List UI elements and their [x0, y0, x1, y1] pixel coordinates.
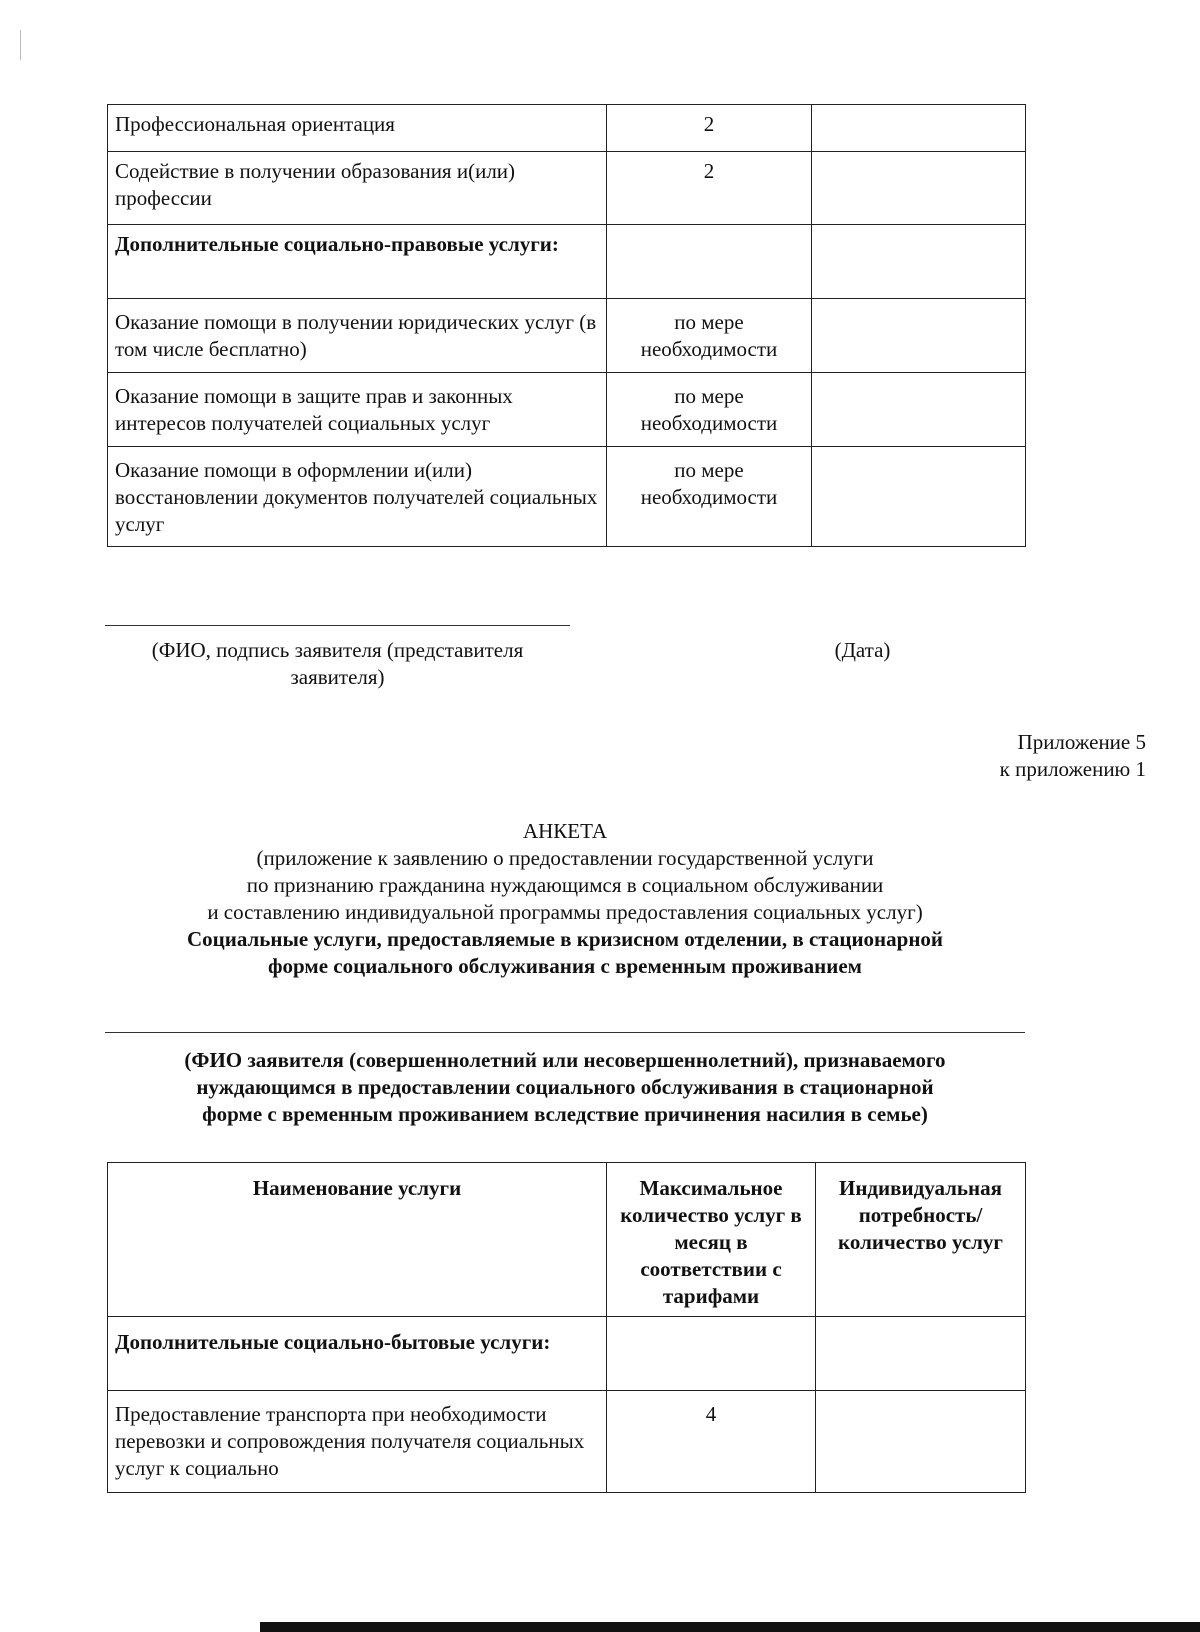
service-need [812, 299, 1026, 373]
applicant-line [105, 1032, 1025, 1033]
service-name: Предоставление транспорта при необходимости перевозки и сопровождения получателя социальных услуг к социально [108, 1391, 607, 1493]
service-section-title: Дополнительные социально-бытовые услуги: [108, 1317, 607, 1391]
form-heading [60, 926, 1070, 980]
service-need [812, 152, 1026, 225]
appendix-line: Приложение 5 [1017, 730, 1146, 754]
service-need [812, 105, 1026, 152]
service-max-count: по мере необходимости [607, 299, 812, 373]
service-max-count: 2 [607, 152, 812, 225]
service-max-count: по мере необходимости [607, 447, 812, 547]
service-need [812, 447, 1026, 547]
service-need [816, 1317, 1026, 1391]
table-row [108, 1391, 1026, 1493]
applicant-caption [60, 1047, 1070, 1128]
column-header-max: Максимальное количество услуг в месяц в соответствии с тарифами [607, 1163, 816, 1317]
table-row [108, 299, 1026, 373]
service-max-count [607, 225, 812, 299]
applicant-caption-line: форме с временным проживанием вследствие причинения насилия в семье) [202, 1102, 928, 1126]
service-name: Оказание помощи в защите прав и законных интересов получателей социальных услуг [108, 373, 607, 447]
service-name: Оказание помощи в оформлении и(или) восстановлении документов получателей социальных услуг [108, 447, 607, 547]
table-row [108, 1317, 1026, 1391]
service-need [816, 1391, 1026, 1493]
scan-edge-bar [260, 1622, 1200, 1632]
service-max-count: по мере необходимости [607, 373, 812, 447]
services-table-top [107, 104, 1026, 547]
table-row [108, 447, 1026, 547]
table-row [108, 225, 1026, 299]
column-header-name: Наименование услуги [108, 1163, 607, 1317]
signature-caption [105, 637, 570, 691]
table-header-row [108, 1163, 1026, 1317]
signature-line [105, 625, 570, 626]
table-row [108, 373, 1026, 447]
form-subtitle-line: по признанию гражданина нуждающимся в социальном обслуживании [246, 873, 884, 897]
form-subtitle-line: (приложение к заявлению о предоставлении государственной услуги [256, 846, 874, 870]
table-row [108, 105, 1026, 152]
column-header-need: Индивидуальная потребность/количество услуг [816, 1163, 1026, 1317]
table-row [108, 152, 1026, 225]
form-title: АНКЕТА [522, 819, 608, 843]
service-name: Содействие в получении образования и(или) профессии [108, 152, 607, 225]
signature-caption-line: (ФИО, подпись заявителя (представителя [151, 638, 524, 662]
form-subtitle-line: и составлению индивидуальной программы предоставления социальных услуг) [207, 900, 923, 924]
service-max-count: 2 [607, 105, 812, 152]
scan-edge-mark [20, 30, 21, 60]
appendix-line: к приложению 1 [999, 757, 1146, 781]
service-need [812, 225, 1026, 299]
form-subtitle [60, 845, 1070, 926]
service-max-count: 4 [607, 1391, 816, 1493]
service-section-title: Дополнительные социально-правовые услуги: [108, 225, 607, 299]
service-name: Профессиональная ориентация [108, 105, 607, 152]
form-heading-line: Социальные услуги, предоставляемые в кризисном отделении, в стационарной [186, 927, 944, 951]
service-name: Оказание помощи в получении юридических услуг (в том числе бесплатно) [108, 299, 607, 373]
service-need [812, 373, 1026, 447]
form-heading-line: форме социального обслуживания с временным проживанием [268, 954, 862, 978]
signature-caption-line: заявителя) [290, 665, 385, 689]
date-caption: (Дата) [834, 638, 891, 662]
appendix-note [800, 729, 1146, 783]
applicant-caption-line: нуждающимся в предоставлении социального обслуживания в стационарной [196, 1075, 934, 1099]
applicant-caption-line: (ФИО заявителя (совершеннолетний или несовершеннолетний), признаваемого [184, 1048, 946, 1072]
services-table-bottom [107, 1162, 1026, 1493]
service-max-count [607, 1317, 816, 1391]
